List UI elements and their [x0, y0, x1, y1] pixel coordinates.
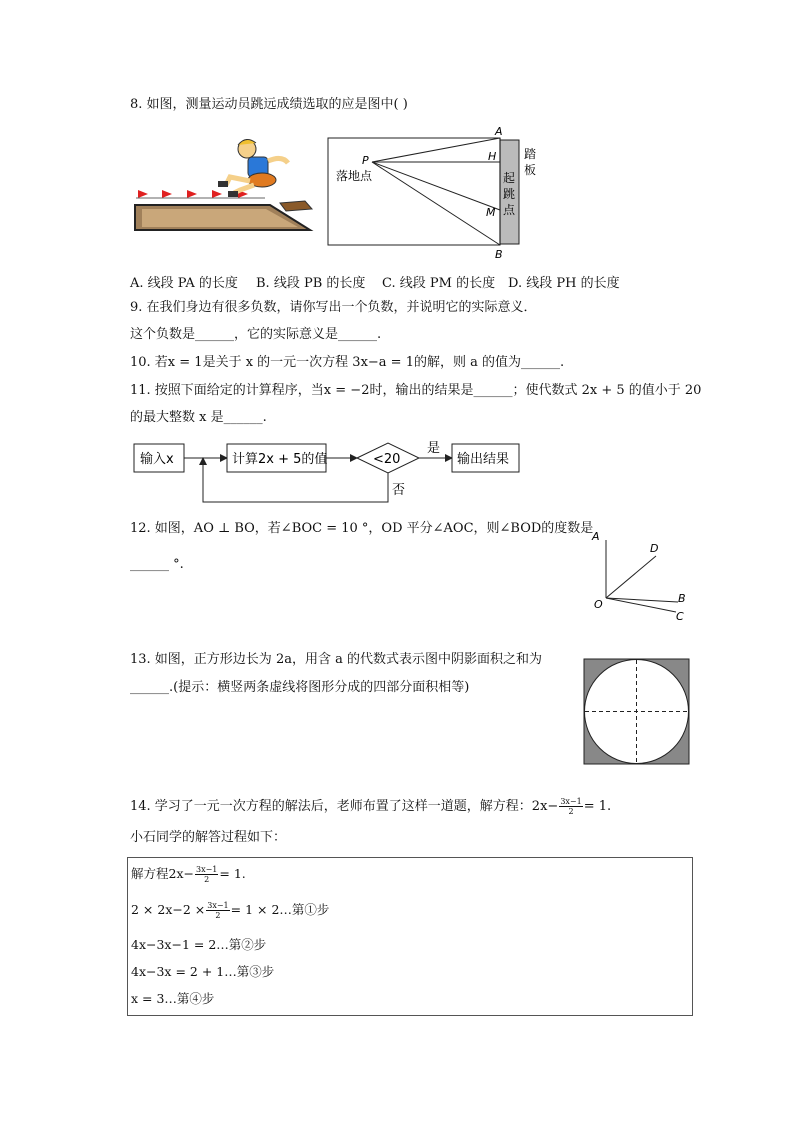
flow-compute: 计算2x + 5的值 — [232, 452, 328, 467]
q8-option-c: C. 线段 PM 的长度 — [382, 276, 496, 291]
label-takeoff-3: 点 — [503, 203, 516, 217]
label-H: H — [488, 150, 497, 163]
label-A: A — [592, 530, 600, 543]
q11-flowchart — [130, 436, 530, 508]
label-C: C — [676, 610, 684, 623]
label-board-top: 踏 — [524, 147, 537, 161]
q10-stem: 10. 若x = 1是关于 x 的一元一次方程 3x−a = 1的解，则 a 的值为______. — [130, 355, 565, 370]
q14-line2: 小石同学的解答过程如下： — [130, 830, 287, 845]
q8-option-a: A. 线段 PA 的长度 — [130, 276, 238, 291]
long-jump-illustration — [130, 135, 315, 235]
label-P: P — [362, 154, 369, 167]
label-M: M — [486, 206, 496, 219]
q9-stem: 9. 在我们身边有很多负数，请你写出一个负数，并说明它的实际意义． — [130, 300, 537, 315]
q13-line1: 13. 如图，正方形边长为 2a，用含 a 的代数式表示图中阴影面积之和为 — [130, 652, 542, 667]
solution-step-2: 2 × 2x−2 × $\frac{3x-1}{2}$ = 1 × 2…第①步 — [131, 901, 330, 920]
label-A: A — [495, 125, 503, 138]
solution-step-3: 4x−3x−1 = 2…第②步 — [131, 937, 267, 952]
q8-option-b: B. 线段 PB 的长度 — [256, 276, 366, 291]
q8-stem: 8. 如图，测量运动员跳远成绩选取的应是图中( ) — [130, 97, 408, 112]
solution-step-5: x = 3…第④步 — [131, 991, 215, 1006]
q13-square-circle-diagram — [583, 658, 691, 766]
q12-angle-diagram — [588, 526, 698, 626]
label-B: B — [678, 592, 686, 605]
q8-measure-diagram — [322, 124, 552, 264]
q12-line1: 12. 如图，AO ⊥ BO，若∠BOC = 10 °，OD 平分∠AOC，则∠BOD的度数是 — [130, 521, 594, 536]
q11-line1: 11. 按照下面给定的计算程序，当x = −2时，输出的结果是______；使代数式 2x + 5 的值小于 20 — [130, 383, 702, 398]
flow-input: 输入x — [140, 452, 174, 467]
label-landing: 落地点 — [336, 169, 373, 183]
label-O: O — [594, 598, 603, 611]
solution-step-1: 解方程2x− $\frac{3x-1}{2}$ = 1. — [131, 865, 246, 884]
label-takeoff-2: 跳 — [503, 187, 516, 201]
solution-step-4: 4x−3x = 2 + 1…第③步 — [131, 964, 275, 979]
flow-yes: 是 — [427, 441, 441, 456]
q14-line1: 14. 学习了一元一次方程的解法后，老师布置了这样一道题，解方程：2x− $\frac{3x-1}{2}$ = 1. — [130, 797, 612, 816]
label-B: B — [495, 248, 503, 261]
q12-line2: ______ °. — [130, 557, 184, 572]
flow-output: 输出结果 — [457, 452, 510, 467]
label-board-bot: 板 — [524, 163, 537, 177]
q9-line2: 这个负数是______，它的实际意义是______. — [130, 327, 382, 342]
q8-option-d: D. 线段 PH 的长度 — [508, 276, 620, 291]
q13-line2: ______.(提示：横竖两条虚线将图形分成的四部分面积相等) — [130, 680, 470, 695]
label-D: D — [650, 542, 659, 555]
flow-no: 否 — [392, 483, 406, 498]
q11-line2: 的最大整数 x 是______. — [130, 410, 267, 425]
label-takeoff-1: 起 — [503, 171, 516, 185]
flow-cond: <20 — [373, 452, 401, 467]
